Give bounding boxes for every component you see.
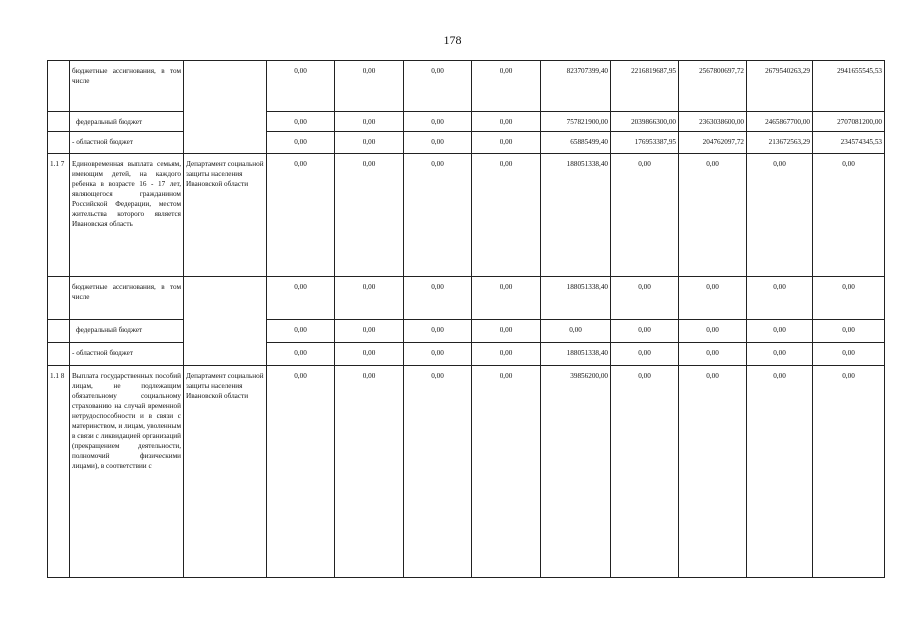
value-cell: 0,00: [813, 277, 885, 320]
value-cell: 823707399,40: [541, 61, 611, 112]
table-row: [48, 366, 885, 578]
value-cell: 0,00: [267, 366, 335, 578]
value-cell: 0,00: [679, 343, 747, 366]
value-cell: 0,00: [747, 343, 813, 366]
value-cell: 0,00: [611, 343, 679, 366]
value-cell: 0,00: [404, 61, 472, 112]
row-id: [48, 112, 70, 132]
value-cell: 0,00: [267, 154, 335, 277]
value-cell: 2941655545,53: [813, 61, 885, 112]
table-row: [48, 154, 885, 277]
value-cell: 0,00: [267, 320, 335, 343]
value-cell: 0,00: [335, 154, 404, 277]
value-cell: 0,00: [747, 277, 813, 320]
row-id: [48, 320, 70, 343]
value-cell: 0,00: [611, 277, 679, 320]
row-id: [48, 343, 70, 366]
value-cell: 0,00: [335, 343, 404, 366]
value-cell: 0,00: [404, 320, 472, 343]
value-cell: 0,00: [267, 132, 335, 154]
value-cell: 0,00: [267, 112, 335, 132]
value-cell: 0,00: [267, 61, 335, 112]
value-cell: 0,00: [335, 61, 404, 112]
value-cell: 0,00: [404, 366, 472, 578]
value-cell: 0,00: [404, 277, 472, 320]
value-cell: 0,00: [611, 154, 679, 277]
value-cell: 2465867700,00: [747, 112, 813, 132]
row-id: [48, 61, 70, 112]
row-executor: Департамент социальной защиты населения Ивановской области: [184, 366, 267, 578]
row-name: - областной бюджет: [70, 132, 184, 154]
row-name: Единовременная выплата семьям, имеющим детей, на каждого ребенка в возрасте 16 - 17 лет, являющегося гражданином Российской Федерации, местом жительства которого является Ивановская область: [70, 154, 184, 277]
value-cell: 0,00: [679, 366, 747, 578]
value-cell: 0,00: [472, 320, 541, 343]
value-cell: 0,00: [472, 277, 541, 320]
value-cell: 0,00: [335, 320, 404, 343]
value-cell: 0,00: [472, 154, 541, 277]
row-name: бюджетные ассигнования, в том числе: [70, 61, 184, 112]
value-cell: 176953387,95: [611, 132, 679, 154]
table-row: [48, 61, 885, 112]
value-cell: 0,00: [267, 343, 335, 366]
value-cell: 2567800697,72: [679, 61, 747, 112]
table-row: [48, 112, 885, 132]
value-cell: 0,00: [611, 320, 679, 343]
row-executor: [184, 277, 267, 366]
row-id: [48, 132, 70, 154]
value-cell: 757821900,00: [541, 112, 611, 132]
value-cell: 2216819687,95: [611, 61, 679, 112]
row-name: Выплата государственных пособий лицам, не подлежащим обязательному социальному страхованию на случай временной нетрудоспособности и в связи с материнством, и лицам, уволенным в связи с ликвидацией организаций (прекращением деятельности, полномочий физическими лицами), в соответствии с: [70, 366, 184, 578]
value-cell: 0,00: [813, 343, 885, 366]
value-cell: 0,00: [335, 277, 404, 320]
value-cell: 0,00: [267, 277, 335, 320]
value-cell: 0,00: [335, 112, 404, 132]
row-name: федеральный бюджет: [70, 112, 184, 132]
page-number: 178: [443, 33, 462, 47]
value-cell: 0,00: [747, 320, 813, 343]
table-row: [48, 277, 885, 320]
value-cell: 65885499,40: [541, 132, 611, 154]
value-cell: 0,00: [335, 132, 404, 154]
row-id: 1.1 7: [48, 154, 70, 277]
value-cell: 0,00: [813, 320, 885, 343]
row-name: - областной бюджет: [70, 343, 184, 366]
value-cell: 0,00: [404, 132, 472, 154]
value-cell: 188051338,40: [541, 343, 611, 366]
value-cell: 0,00: [404, 154, 472, 277]
value-cell: 0,00: [679, 320, 747, 343]
value-cell: 0,00: [541, 320, 611, 343]
row-name: бюджетные ассигнования, в том числе: [70, 277, 184, 320]
row-id: 1.1 8: [48, 366, 70, 578]
row-executor: [184, 61, 267, 154]
value-cell: 2679540263,29: [747, 61, 813, 112]
value-cell: 204762097,72: [679, 132, 747, 154]
value-cell: 0,00: [679, 277, 747, 320]
value-cell: 234574345,53: [813, 132, 885, 154]
value-cell: 0,00: [472, 132, 541, 154]
value-cell: 2363038600,00: [679, 112, 747, 132]
budget-table: [47, 60, 885, 578]
value-cell: 0,00: [335, 366, 404, 578]
value-cell: 2039866300,00: [611, 112, 679, 132]
row-id: [48, 277, 70, 320]
value-cell: 0,00: [747, 154, 813, 277]
value-cell: 0,00: [611, 366, 679, 578]
value-cell: 0,00: [472, 61, 541, 112]
value-cell: 0,00: [813, 154, 885, 277]
table-row: [48, 132, 885, 154]
row-executor: Департамент социальной защиты населения Ивановской области: [184, 154, 267, 277]
value-cell: 188051338,40: [541, 277, 611, 320]
value-cell: 0,00: [472, 366, 541, 578]
table-row: [48, 343, 885, 366]
value-cell: 2707081200,00: [813, 112, 885, 132]
value-cell: 0,00: [679, 154, 747, 277]
value-cell: 0,00: [404, 112, 472, 132]
value-cell: 0,00: [813, 366, 885, 578]
value-cell: 188051338,40: [541, 154, 611, 277]
value-cell: 0,00: [404, 343, 472, 366]
value-cell: 0,00: [472, 343, 541, 366]
value-cell: 0,00: [747, 366, 813, 578]
value-cell: 0,00: [472, 112, 541, 132]
value-cell: 213672563,29: [747, 132, 813, 154]
value-cell: 39856200,00: [541, 366, 611, 578]
table-row: [48, 320, 885, 343]
row-name: федеральный бюджет: [70, 320, 184, 343]
